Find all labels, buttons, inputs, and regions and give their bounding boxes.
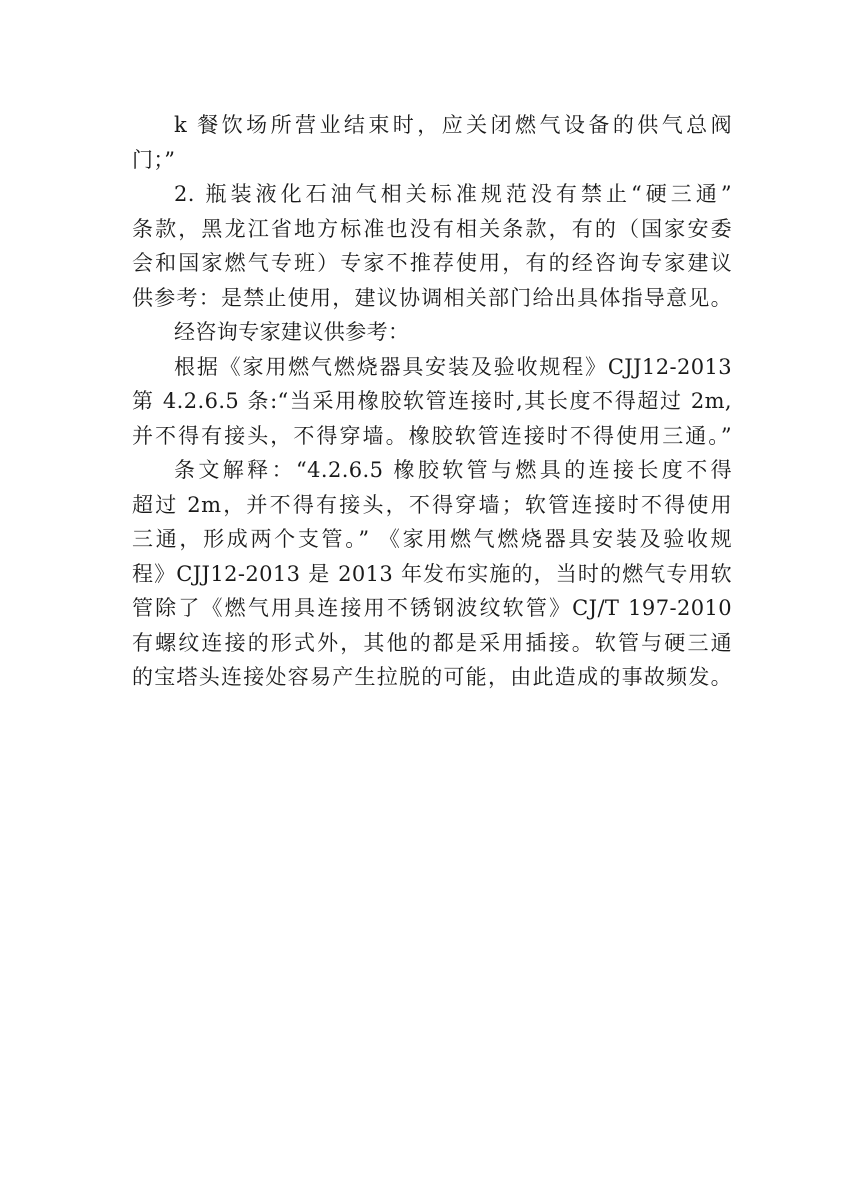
document-body: [132, 108, 732, 695]
text-line: 会和国家燃气专班）专家不推荐使用，有的经咨询专家建议: [132, 251, 732, 275]
text-line: 经咨询专家建议供参考：: [174, 320, 410, 344]
paragraph-regulation-quote: [132, 350, 732, 454]
text-line: 根据《家用燃气燃烧器具安装及验收规程》CJJ12-2013: [174, 354, 732, 379]
text-line: 供参考：是禁止使用，建议协调相关部门给出具体指导意见。: [132, 285, 732, 310]
paragraph-closing-valve: [132, 108, 732, 177]
text-line: k 餐饮场所营业结束时，应关闭燃气设备的供气总阀: [174, 113, 732, 137]
text-line: 的宝塔头连接处容易产生拉脱的可能，由此造成的事故频发。: [132, 665, 732, 689]
text-line: 并不得有接头，不得穿墙。橡胶软管连接时不得使用三通。”: [132, 423, 732, 448]
text-line: 条款，黑龙江省地方标准也没有相关条款，有的（国家安委: [132, 216, 732, 241]
text-line: 超过 2m，并不得有接头，不得穿墙；软管连接时不得使用: [132, 492, 732, 517]
paragraph-expert-advice-heading: [132, 315, 732, 350]
text-line: 2. 瓶装液化石油气相关标准规范没有禁止“硬三通”: [174, 182, 732, 206]
text-line: 有螺纹连接的形式外，其他的都是采用插接。软管与硬三通: [132, 630, 732, 655]
paragraph-standards-note: [132, 177, 732, 315]
text-line: 门；”: [132, 147, 176, 172]
text-line: 管除了《燃气用具连接用不锈钢波纹软管》CJ/T 197-2010: [132, 596, 732, 620]
text-line: 程》CJJ12-2013 是 2013 年发布实施的，当时的燃气专用软: [132, 561, 732, 586]
text-line: 条文解释：“4.2.6.5 橡胶软管与燃具的连接长度不得: [174, 458, 732, 482]
text-line: 三通，形成两个支管。” 《家用燃气燃烧器具安装及验收规: [132, 527, 732, 551]
text-line: 第 4.2.6.5 条:“当采用橡胶软管连接时,其长度不得超过 2m,: [132, 389, 732, 413]
paragraph-clause-explanation: [132, 453, 732, 695]
